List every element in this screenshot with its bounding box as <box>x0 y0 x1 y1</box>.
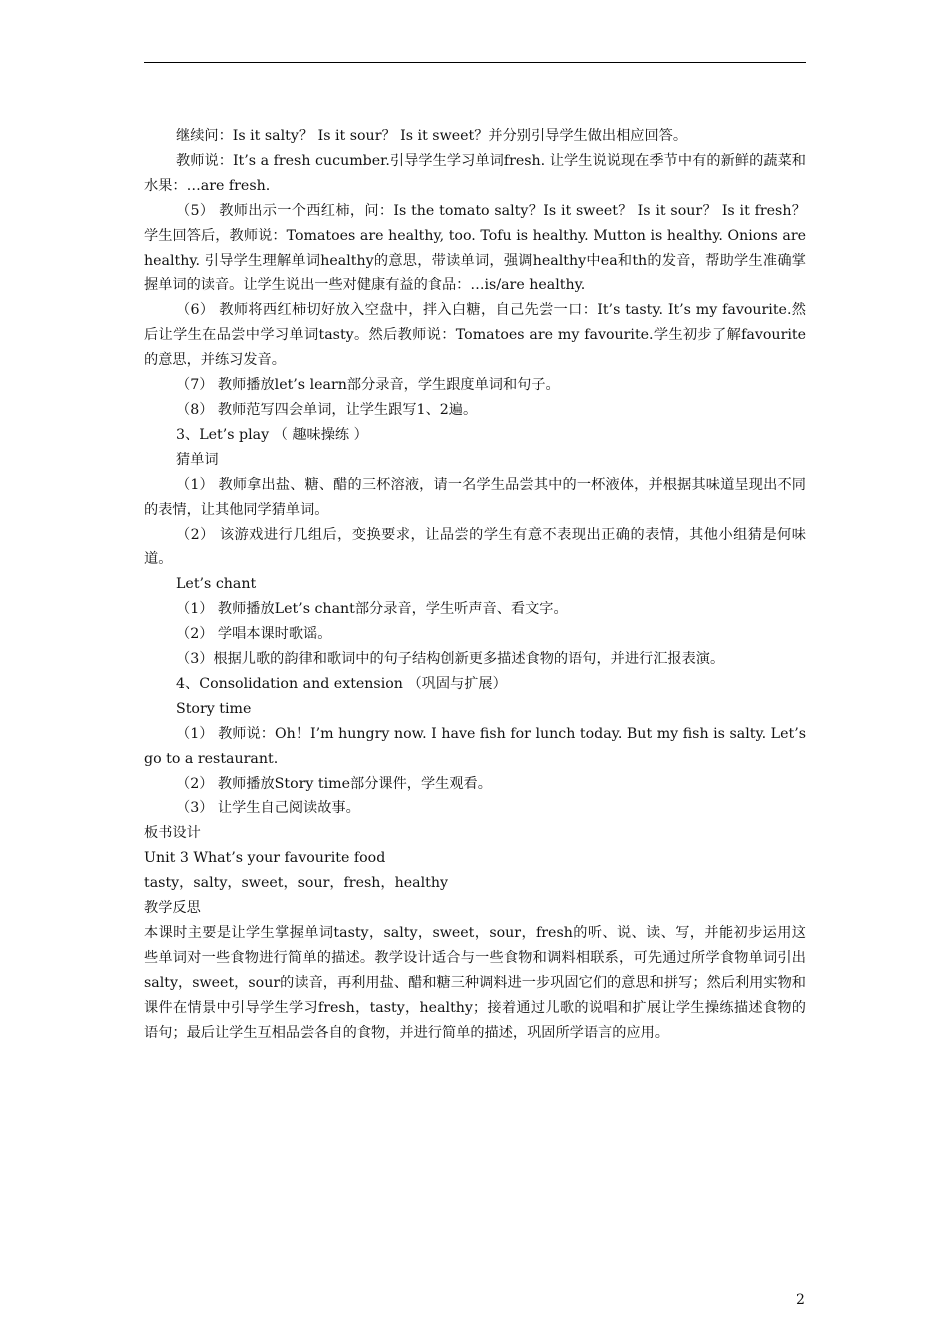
paragraph: 继续问：Is it salty？ Is it sour？ Is it sweet？并分别引导学生做出相应回答。 <box>176 128 688 144</box>
header-rule <box>144 62 806 63</box>
subheading: Story time <box>176 700 252 717</box>
paragraph: （2） 该游戏进行几组后，变换要求，让品尝的学生有意不表现出正确的表情，其他小组猜是何味道。 <box>144 526 806 568</box>
board-words: tasty，salty，sweet，sour，fresh，healthy <box>144 875 448 892</box>
paragraph: （5） 教师出示一个西红柿，问：Is the tomato salty？Is it sweet？ Is it sour？ Is it fresh？学生回答后，教师说：Tomatoes are healthy, too. Tofu is healthy. Mutton is healthy. Onions are healthy. 引导学生理解单词healthy的意思，带读单词，强调healthy中ea和th的发音，帮助学生准确掌握单词的读音。让学生说出一些对健康有益的食品：…is/are healthy. <box>144 202 806 294</box>
paragraph: （3）根据儿歌的韵律和歌词中的句子结构创新更多描述食物的语句，并进行汇报表演。 <box>176 651 725 668</box>
paragraph: （1） 教师播放Let’s chant部分录音，学生听声音、看文字。 <box>176 601 568 618</box>
paragraph: （8） 教师范写四会单词，让学生跟写1、2遍。 <box>176 401 478 418</box>
paragraph: 本课时主要是让学生掌握单词tasty，salty，sweet，sour，fresh的听、说、读、写，并能初步运用这些单词对一些食物进行简单的描述。教学设计适合与一些食物和调料相联系，可先通过所学食物单词引出salty，sweet，sour的读音，再利用盐、醋和糖三种调料进一步巩固它们的意思和拼写；然后利用实物和课件在情景中引导学生学习fresh，tasty，healthy；接着通过儿歌的说唱和扩展让学生操练描述食物的语句；最后让学生互相品尝各自的食物，并进行简单的描述，巩固所学语言的应用。 <box>144 925 806 1041</box>
paragraph: （3） 让学生自己阅读故事。 <box>176 800 360 817</box>
paragraph: （7） 教师播放let’s learn部分录音，学生跟度单词和句子。 <box>176 377 560 394</box>
section-heading: 板书设计 <box>144 825 201 842</box>
paragraph: （1） 教师拿出盐、糖、醋的三杯溶液，请一名学生品尝其中的一杯液体，并根据其味道呈现出不同的表情，让其他同学猜单词。 <box>144 476 806 518</box>
subheading: 猜单词 <box>176 451 219 468</box>
paragraph: 教师说：It’s a fresh cucumber.引导学生学习单词fresh. 让学生说说现在季节中有的新鲜的蔬菜和水果：…are fresh. <box>144 152 806 194</box>
section-heading: 4、Consolidation and extension （巩固与扩展） <box>176 675 507 692</box>
page-number: 2 <box>796 1292 805 1308</box>
subheading: Let’s chant <box>176 576 257 593</box>
document-body <box>144 124 806 1046</box>
paragraph: （2） 学唱本课时歌谣。 <box>176 626 332 643</box>
paragraph: （1） 教师说：Oh！I’m hungry now. I have fish for lunch today. But my fish is salty. Let’s go to a restaurant. <box>144 725 806 767</box>
paragraph: （2） 教师播放Story time部分课件，学生观看。 <box>176 775 492 792</box>
section-heading: 3、Let’s play （ 趣味操练 ） <box>176 426 368 443</box>
board-title: Unit 3 What’s your favourite food <box>144 850 386 867</box>
paragraph: （6） 教师将西红柿切好放入空盘中，拌入白糖，自己先尝一口：It’s tasty. It’s my favourite.然后让学生在品尝中学习单词tasty。然后教师说：Tomatoes are my favourite.学生初步了解favourite的意思，并练习发音。 <box>144 302 806 369</box>
section-heading: 教学反思 <box>144 900 201 917</box>
